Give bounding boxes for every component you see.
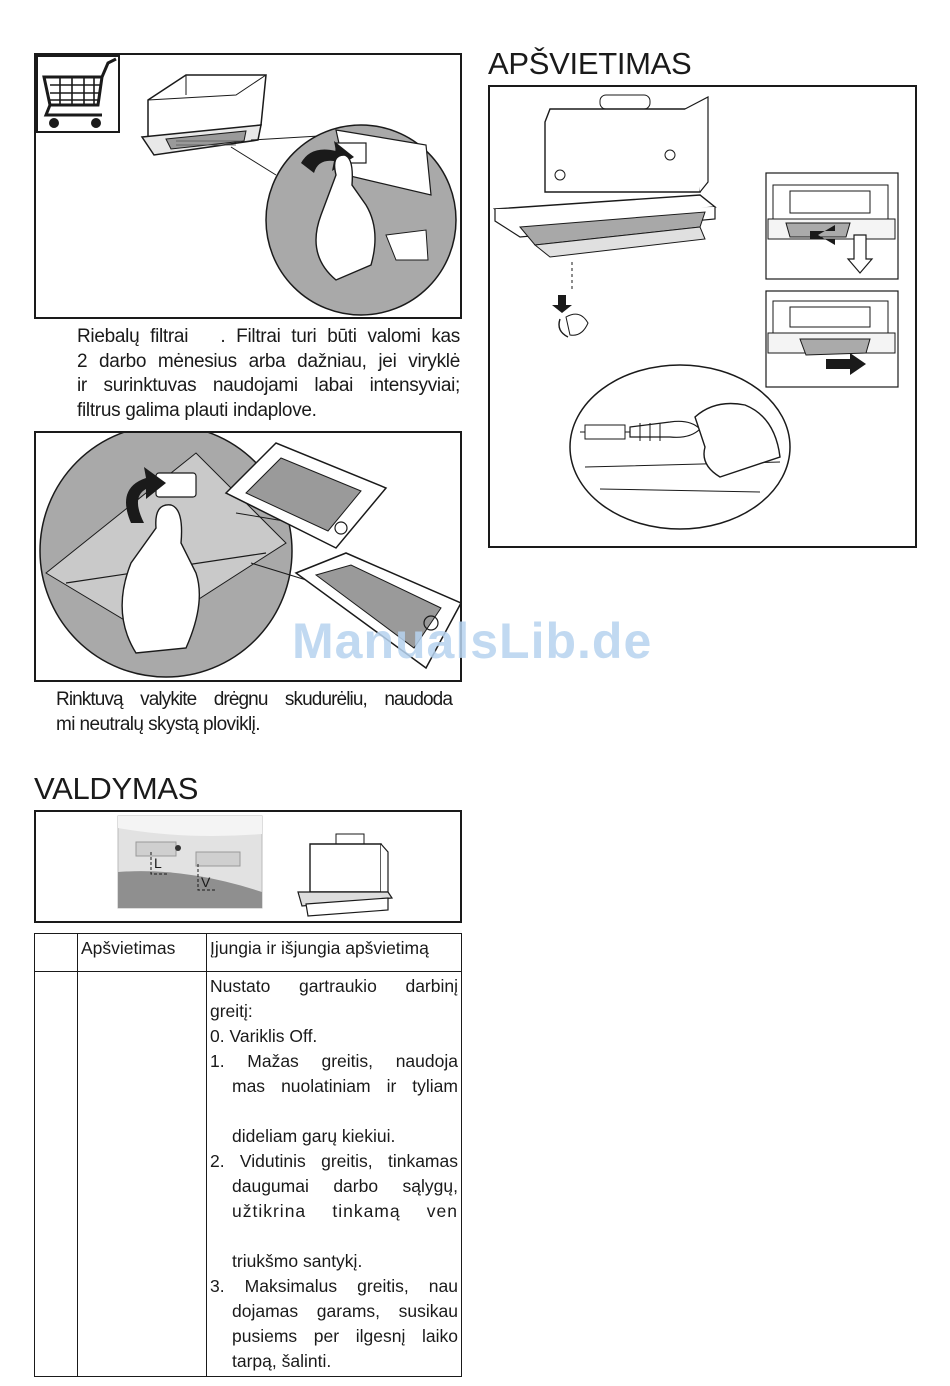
speed-item-2-line3: užtikrina tinkamą ven [232, 1201, 458, 1221]
speed-switch-label: V [201, 874, 211, 890]
speed-item-3-line4: tarpą, šalinti. [232, 1351, 332, 1371]
speed-intro-line1: Nustato gartraukio darbinį [210, 976, 458, 996]
cleaning-text-line2: mi neutralų skystą ploviklį. [56, 714, 260, 735]
arrow-icon [552, 295, 572, 313]
speed-item-2-line1: 2. Vidutinis greitis, tinkamas [210, 1151, 458, 1171]
speed-item-1-line2: mas nuolatiniam ir tyliam [232, 1076, 458, 1096]
bulb-icon [559, 314, 588, 337]
symbol-cell [35, 934, 78, 972]
filter-removal-figure [34, 53, 462, 319]
speed-item-2-line2: daugumai darbo sąlygų, [232, 1176, 458, 1196]
speed-item-3-line1: 3. Maksimalus greitis, nau [210, 1276, 458, 1296]
speed-item-1-line1: 1. Mažas greitis, naudoja [210, 1051, 458, 1071]
control-heading: VALDYMAS [34, 771, 199, 806]
speed-item-3-line2: dojamas garams, susikau [232, 1301, 458, 1321]
control-desc-cell [207, 972, 462, 1377]
grease-filter-text-line3: ir surinktuvas naudojami labai intensyviai; [77, 375, 460, 396]
control-panel-figure [34, 810, 462, 923]
speed-intro-line2: greitį: [210, 1001, 253, 1021]
control-name-cell: Apšvietimas [78, 934, 207, 972]
grease-filter-text-line1: Riebalų filtrai . Filtrai turi būti valomi kas [77, 326, 460, 347]
watermark: ManualsLib.de [292, 613, 653, 669]
lighting-figure [488, 85, 917, 548]
table-row [35, 972, 462, 1377]
speed-item-0: 0. Variklis Off. [210, 1026, 318, 1046]
grease-filter-text-line2: 2 darbo mėnesius arba dažniau, jei viryklė [77, 351, 460, 372]
control-panel-photo [118, 816, 262, 908]
control-table [34, 933, 462, 1377]
hood-drawing [298, 834, 392, 916]
control-desc-cell: Įjungia ir išjungia apšvietimą [207, 934, 462, 972]
lamp-cover-step1 [766, 173, 898, 279]
speed-item-2-line4: triukšmo santykį. [232, 1251, 363, 1271]
light-switch-label: L [154, 855, 162, 871]
magnified-detail [266, 125, 456, 315]
lighting-heading: APŠVIETIMAS [488, 46, 692, 81]
grease-filter-text-line4: filtrus galima plauti indaplove. [77, 400, 317, 421]
shopping-cart-icon [37, 56, 119, 132]
hood-drawing [142, 75, 266, 155]
hood-drawing [495, 95, 715, 337]
speed-item-3-line3: pusiems per ilgesnį laiko [232, 1326, 458, 1346]
control-name-cell [78, 972, 207, 1377]
lamp-cover-step2 [766, 291, 898, 387]
table-row [35, 934, 462, 972]
speed-item-1-line3: dideliam garų kiekiui. [232, 1126, 396, 1146]
cleaning-text-line1: Rinktuvą valykite drėgnu skudurėliu, naudoda [56, 689, 452, 710]
magnified-detail [570, 365, 790, 529]
symbol-cell [35, 972, 78, 1377]
